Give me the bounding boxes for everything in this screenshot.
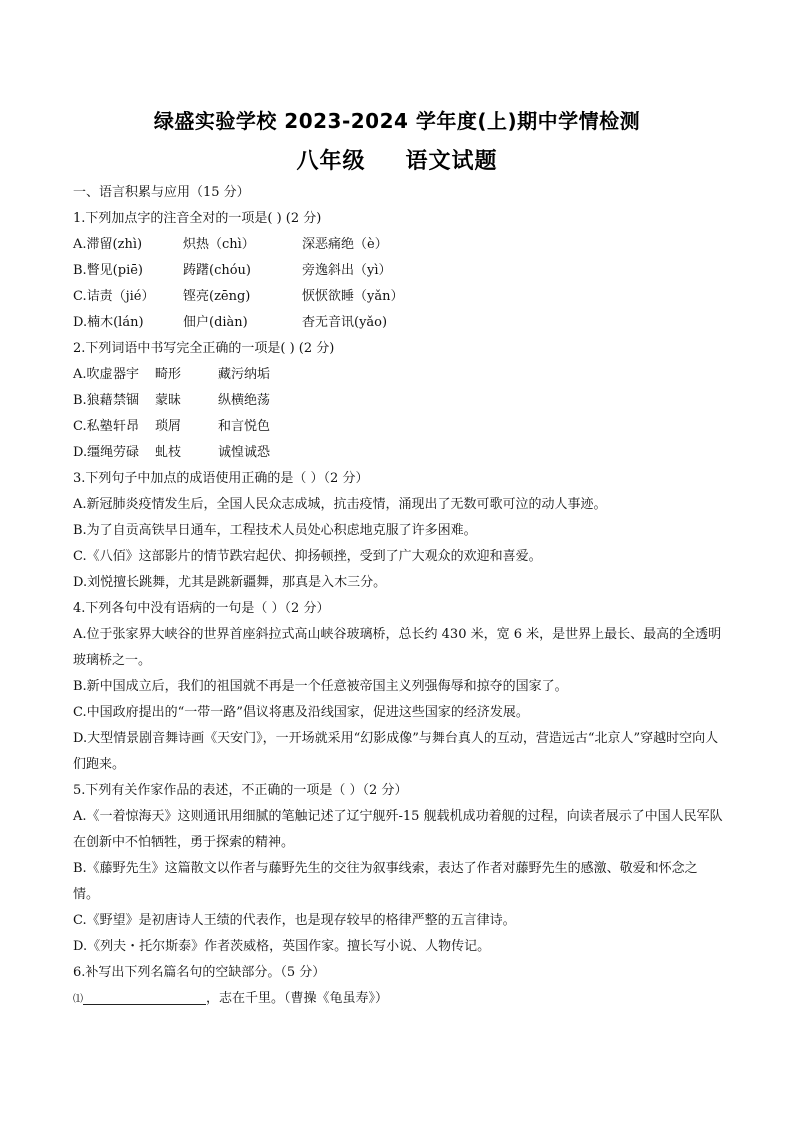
question-5-stem: 5.下列有关作家作品的表述，不正确的一项是（ ）（2 分）: [73, 783, 408, 798]
subject-label: 语文试题: [405, 149, 498, 174]
question-1-option-b: [73, 258, 723, 284]
option-word: 佃户(diàn): [183, 315, 248, 330]
option-word: D.缰绳: [73, 445, 114, 460]
answer-blank[interactable]: [83, 988, 206, 1005]
question-1-stem: 1.下列加点字的注音全对的一项是( ) (2 分): [73, 211, 322, 226]
question-3-option-b: B.为了自贡高铁早日通车，工程技术人员处心积虑地克服了许多困难。: [73, 523, 477, 538]
option-word: 禁锢: [113, 393, 140, 408]
option-word: C.私塾: [73, 419, 113, 434]
question-4-option-b: B.新中国成立后，我们的祖国就不再是一个任意被帝国主义列强侮辱和掠夺的国家了。: [73, 679, 568, 694]
question-3-option-a: A.新冠肺炎疫情发生后，全国人民众志成城，抗击疫情，涌现出了无数可歌可泣的动人事迹。: [73, 497, 607, 512]
exam-content: [73, 180, 723, 1012]
option-word: C.诘责（jié）: [73, 289, 155, 304]
question-5-option-c: C.《野望》是初唐诗人王绩的代表作，也是现存较早的格律严整的五言律诗。: [73, 913, 516, 928]
option-word: 畸形: [155, 367, 182, 382]
question-5-option-b: B.《藤野先生》这篇散文以作者与藤野先生的交往为叙事线索，表达了作者对藤野先生的感激、敬爱和怀念之情。: [73, 861, 698, 902]
option-word: 器宇: [113, 367, 140, 382]
option-word: 琐屑: [155, 419, 182, 434]
question-1-option-d: [73, 310, 723, 336]
section-heading: 一、语言积累与应用（15 分）: [73, 185, 250, 200]
option-word: A.吹虚: [73, 367, 113, 382]
option-word: 藏污纳垢: [218, 367, 271, 382]
item-number: ⑴: [73, 994, 83, 1005]
exam-title: 绿盛实验学校 2023-2024 学年度(上)期中学情检测: [153, 109, 641, 133]
question-5-option-d: D.《列夫・托尔斯泰》作者茨威格，英国作家。擅长写小说、人物传记。: [73, 939, 491, 954]
question-1-option-a: [73, 232, 723, 258]
option-word: 踌躇(chóu): [183, 263, 251, 278]
item-text: ，志在千里。（曹操《龟虽寿》）: [206, 991, 389, 1006]
question-4-option-a: A.位于张家界大峡谷的世界首座斜拉式高山峡谷玻璃桥，总长约 430 米，宽 6 米，是世界上最长、最高的全透明玻璃桥之一。: [73, 627, 722, 668]
option-word: 纵横绝荡: [218, 393, 271, 408]
question-2-option-d: [73, 440, 723, 466]
question-4-option-c: C.中国政府提出的“一带一路”倡议将惠及沿线国家，促进这些国家的经济发展。: [73, 705, 529, 720]
option-word: 劳碌: [113, 445, 140, 460]
question-6-stem: 6.补写出下列名篇名句的空缺部分。（5 分）: [73, 965, 326, 980]
question-3-option-d: D.刘悦擅长跳舞，尤其是跳新疆舞，那真是入木三分。: [73, 575, 387, 590]
option-word: 杳无音讯(yǎo): [302, 315, 388, 330]
question-2-stem: 2.下列词语中书写完全正确的一项是( ) (2 分): [73, 341, 335, 356]
option-word: D.楠木(lán): [73, 315, 144, 330]
option-word: 铿亮(zēng): [183, 289, 251, 304]
option-word: 蒙昧: [155, 393, 182, 408]
option-word: 和言悦色: [218, 419, 271, 434]
exam-subtitle: [0, 144, 794, 175]
option-word: A.滞留(zhì): [73, 237, 143, 252]
option-word: B.狼藉: [73, 393, 113, 408]
question-2-option-b: [73, 388, 723, 414]
question-4-option-d: D.大型情景剧音舞诗画《天安门》，一开场就采用“幻影成像”与舞台真人的互动，营造远古“北京人”穿越时空向人们跑来。: [73, 731, 719, 772]
question-2-option-c: [73, 414, 723, 440]
question-4-stem: 4.下列各句中没有语病的一句是（ ）（2 分）: [73, 601, 330, 616]
option-word: 诚惶诚恐: [218, 445, 271, 460]
option-word: 深恶痛绝（è）: [302, 237, 388, 252]
option-word: 轩昂: [113, 419, 140, 434]
option-word: 恹恹欲睡（yǎn）: [302, 289, 404, 304]
grade-label: 八年级: [296, 149, 366, 174]
question-3-option-c: C.《八佰》这部影片的情节跌宕起伏、抑扬顿挫，受到了广大观众的欢迎和喜爱。: [73, 549, 542, 564]
question-2-option-a: [73, 362, 723, 388]
option-word: 旁逸斜出（yì）: [302, 263, 392, 278]
option-word: 炽热（chì）: [183, 237, 255, 252]
question-3-stem: 3.下列句子中加点的成语使用正确的是（ ）（2 分）: [73, 471, 369, 486]
question-5-option-a: A.《一着惊海天》这则通讯用细腻的笔触记述了辽宁舰歼-15 舰载机成功着舰的过程，向读者展示了中国人民军队在创新中不怕牺牲，勇于探索的精神。: [73, 809, 723, 850]
option-word: B.瞥见(piē): [73, 263, 144, 278]
question-1-option-c: [73, 284, 723, 310]
option-word: 虬枝: [155, 445, 182, 460]
question-6-item-1: [73, 986, 723, 1012]
